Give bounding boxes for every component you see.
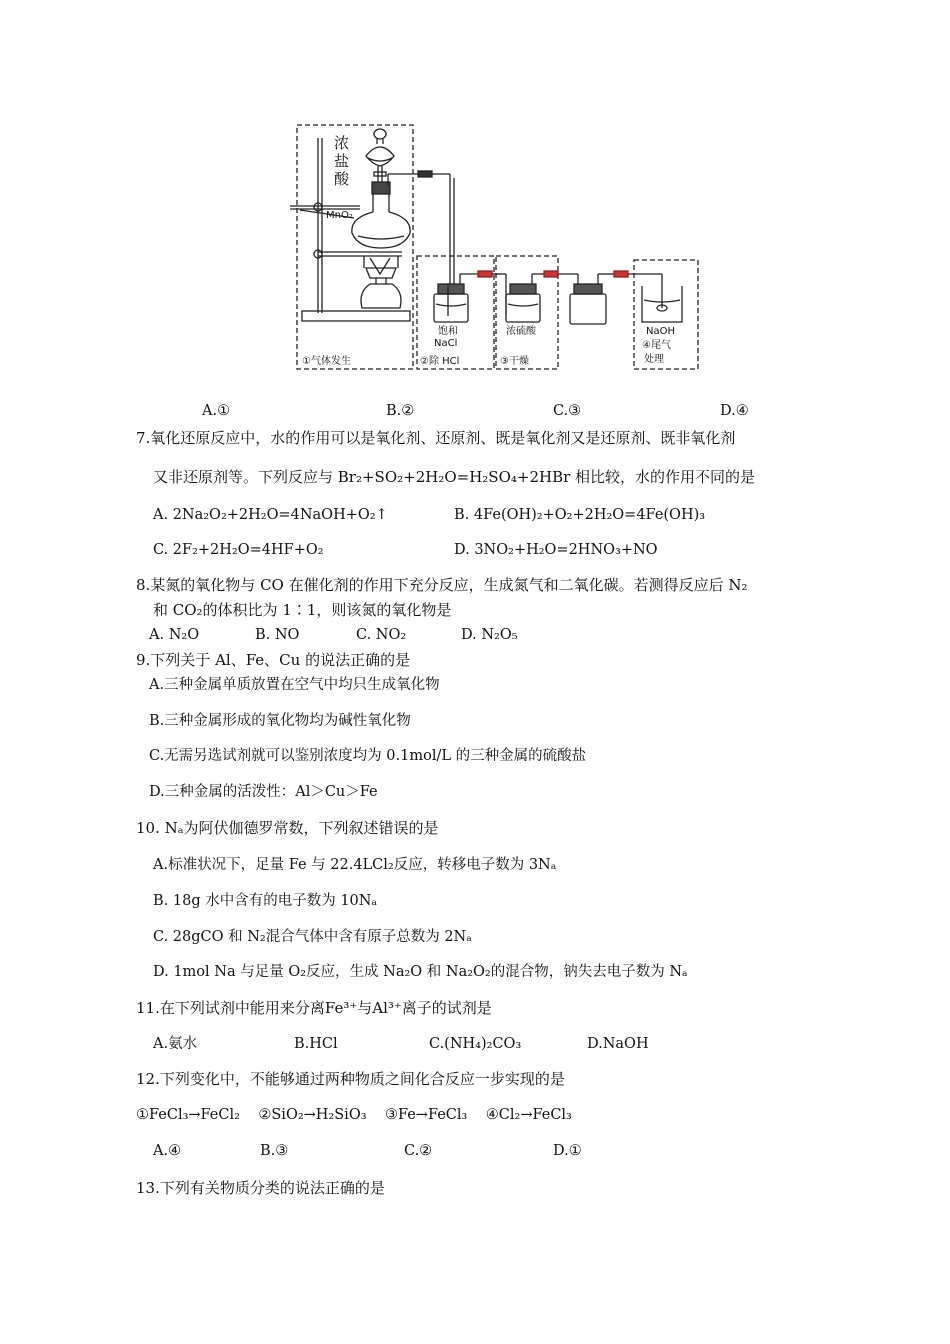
q11-option-b: B.HCl <box>294 1036 338 1052</box>
q6-option-a: A.① <box>202 403 231 419</box>
q8-option-c: C. NO₂ <box>356 627 407 643</box>
box-tail-gas <box>634 260 698 369</box>
q10-option-a: A.标准状况下，足量 Fe 与 22.4LCl₂反应，转移电子数为 3Nₐ <box>153 857 557 873</box>
q9-option-b: B.三种金属形成的氧化物均为碱性氧化物 <box>149 713 411 729</box>
label-box-tail-gas-2: 处理 <box>644 354 664 365</box>
q12-option-c: C.② <box>404 1143 433 1159</box>
box-gas-generation <box>297 125 413 369</box>
q10-option-b: B. 18g 水中含有的电子数为 10Nₐ <box>153 893 378 909</box>
q9-option-a: A.三种金属单质放置在空气中均只生成氧化物 <box>149 677 440 693</box>
q7-stem-line2: 又非还原剂等。下列反应与 Br₂+SO₂+2H₂O=H₂SO₄+2HBr 相比较，水的作用不同的是 <box>153 468 756 486</box>
label-conc-h2so4: 浓硫酸 <box>506 326 536 337</box>
q8-option-d: D. N₂O₅ <box>461 627 518 643</box>
q7-option-a: A. 2Na₂O₂+2H₂O=4NaOH+O₂↑ <box>153 507 388 523</box>
q10-option-c: C. 28gCO 和 N₂混合气体中含有原子总数为 2Nₐ <box>153 929 472 945</box>
q9-option-c: C.无需另选试剂就可以鉴别浓度均为 0.1mol/L 的三种金属的硫酸盐 <box>149 748 587 764</box>
q11-option-a: A.氨水 <box>153 1036 198 1052</box>
q12-option-a: A.④ <box>153 1143 182 1159</box>
label-box-drying: ③干燥 <box>500 356 529 367</box>
q7-option-b: B. 4Fe(OH)₂+O₂+2H₂O=4Fe(OH)₃ <box>454 507 706 523</box>
q7-stem-line1: 7.氧化还原反应中，水的作用可以是氧化剂、还原剂、既是氧化剂又是还原剂、既非氧化剂 <box>136 429 736 447</box>
q8-stem-line2: 和 CO₂的体积比为 1∶1，则该氮的氧化物是 <box>153 601 452 619</box>
q11-option-d: D.NaOH <box>587 1036 649 1052</box>
label-conc-hcl-3: 酸 <box>334 170 350 188</box>
q6-option-b: B.② <box>386 403 415 419</box>
label-box-tail-gas-1: ④尾气 <box>642 340 671 351</box>
q13-stem: 13.下列有关物质分类的说法正确的是 <box>136 1179 385 1197</box>
label-sat-nacl-2: NaCl <box>434 338 458 349</box>
q12-option-b: B.③ <box>260 1143 289 1159</box>
label-naoh: NaOH <box>646 326 675 337</box>
q8-stem-line1: 8.某氮的氧化物与 CO 在催化剂的作用下充分反应，生成氮气和二氧化碳。若测得反应后 N₂ <box>136 576 748 594</box>
label-conc-hcl-2: 盐 <box>334 152 350 170</box>
label-conc-hcl-1: 浓 <box>334 134 350 152</box>
q6-option-d: D.④ <box>720 403 749 419</box>
q8-option-a: A. N₂O <box>149 627 200 643</box>
label-box-gas-generation: ①气体发生 <box>302 356 351 367</box>
q9-stem: 9.下列关于 Al、Fe、Cu 的说法正确的是 <box>136 651 411 669</box>
q9-option-d: D.三种金属的活泼性：Al＞Cu＞Fe <box>149 784 378 800</box>
label-mno2: MnO₂ <box>326 210 353 221</box>
q12-stem: 12.下列变化中，不能够通过两种物质之间化合反应一步实现的是 <box>136 1070 565 1088</box>
label-box-remove-hcl: ②除 HCl <box>420 356 460 367</box>
q12-items: ①FeCl₃→FeCl₂ ②SiO₂→H₂SiO₃ ③Fe→FeCl₃ ④Cl₂→FeCl₃ <box>136 1107 572 1123</box>
q12-option-d: D.① <box>553 1143 582 1159</box>
apparatus-diagram <box>280 118 720 380</box>
q11-stem: 11.在下列试剂中能用来分离Fe³⁺与Al³⁺离子的试剂是 <box>136 999 492 1017</box>
q10-option-d: D. 1mol Na 与足量 O₂反应，生成 Na₂O 和 Na₂O₂的混合物，钠失去电子数为 Nₐ <box>153 964 688 980</box>
q8-option-b: B. NO <box>255 627 300 643</box>
q7-option-d: D. 3NO₂+H₂O=2HNO₃+NO <box>454 542 658 558</box>
q6-option-c: C.③ <box>553 403 582 419</box>
q7-option-c: C. 2F₂+2H₂O=4HF+O₂ <box>153 542 324 558</box>
label-sat-nacl-1: 饱和 <box>438 326 458 337</box>
q11-option-c: C.(NH₄)₂CO₃ <box>429 1036 522 1052</box>
q10-stem: 10. Nₐ为阿伏伽德罗常数，下列叙述错误的是 <box>136 819 439 837</box>
